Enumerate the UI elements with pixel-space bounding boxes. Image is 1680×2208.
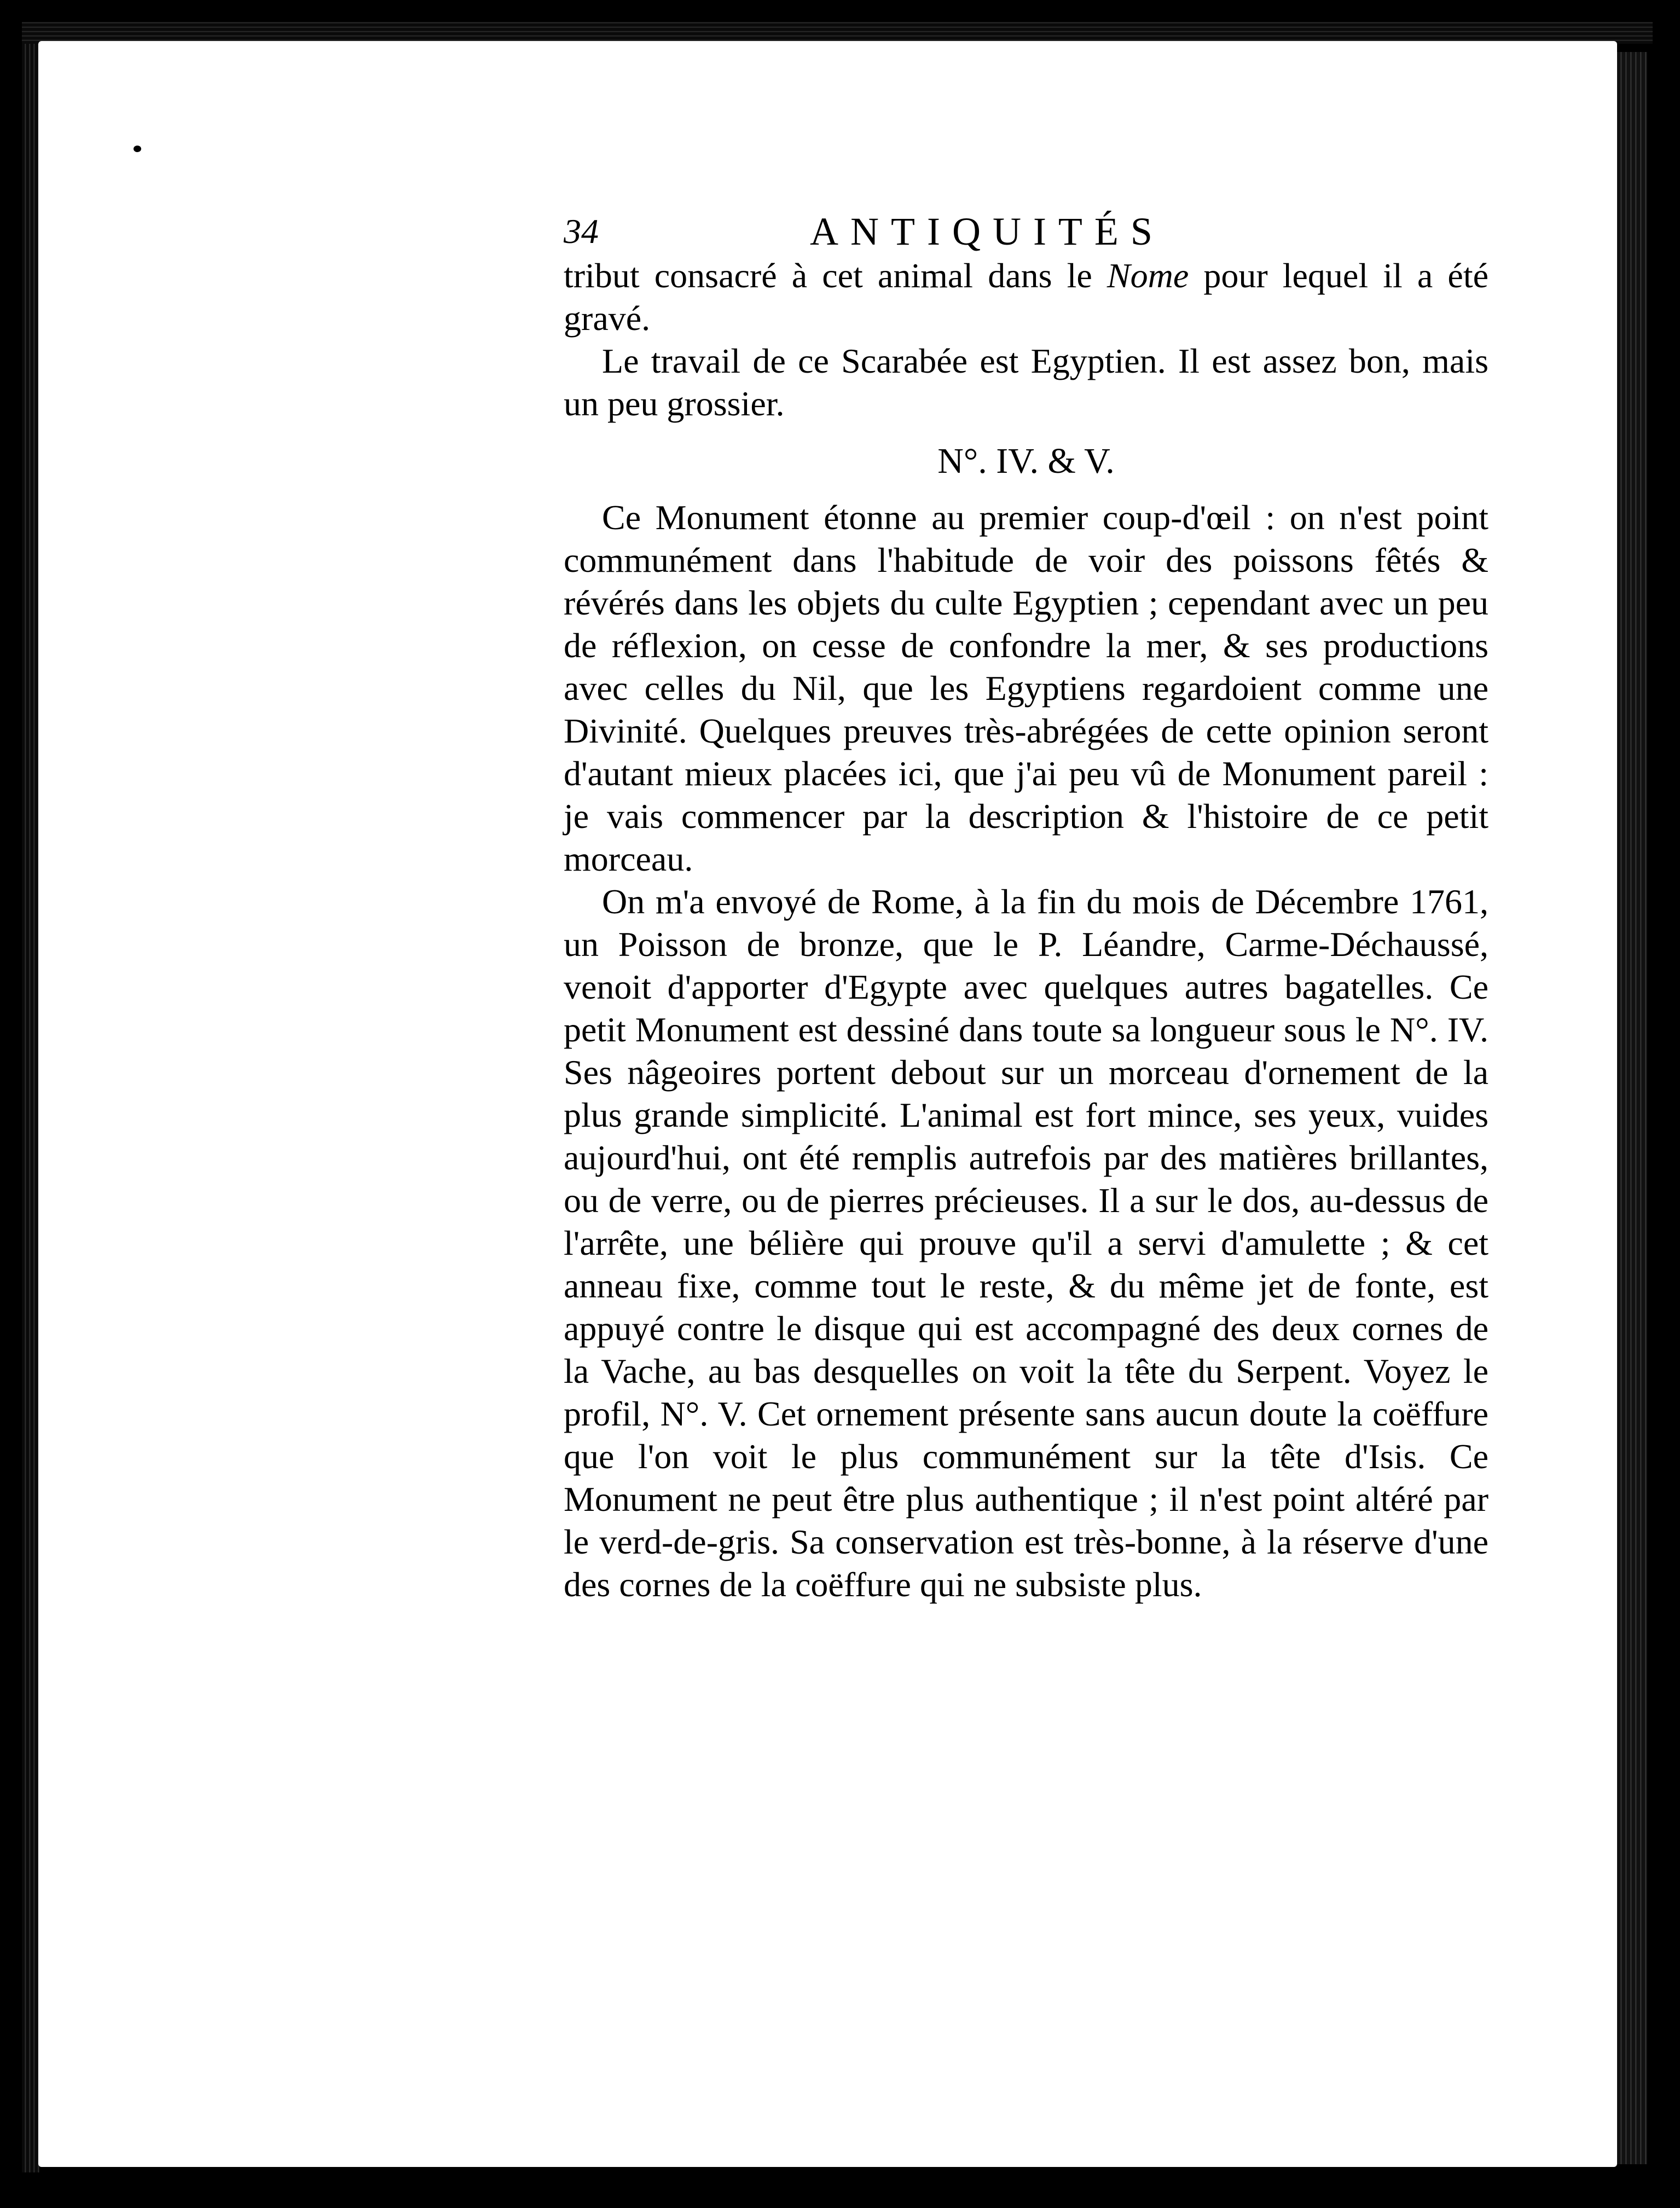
ink-spot — [134, 146, 141, 152]
page-header — [564, 207, 1494, 256]
body-text — [564, 254, 1488, 1606]
paragraph: Le travail de ce Scarabée est Egyptien. Il est assez bon, mais un peu grossier. — [564, 341, 1488, 423]
paragraph: On m'a envoyé de Rome, à la fin du mois de Décembre 1761, un Poisson de bronze, que le P. Léandre, Carme-Déchaussé, venoit d'apporter d'Egypte avec quelques autres bagatelles. Ce petit Monument est dessiné dans toute sa longueur sous le N°. IV. Ses nâgeoires portent debout sur un morceau d'ornement de la plus grande simplicité. L'animal est fort mince, ses yeux, vuides aujourd'hui, ont été remplis autrefois par des matières brillantes, ou de verre, ou de pierres précieuses. Il a sur le dos, au-dessus de l'arrête, une bélière qui prouve qu'il a servi d'amulette ; & cet anneau fixe, comme tout le reste, & du même jet de fonte, est appuyé contre le disque qui est accompagné des deux cornes de la Vache, au bas desquelles on voit la tête du Serpent. Voyez le profil, N°. V. Cet ornement présente sans aucun doute la coëffure que l'on voit le plus communément sur la tête d'Isis. Ce Monument ne peut être plus authentique ; il n'est point altéré par le verd-de-gris. Sa conservation est très-bonne, à la réserve d'une des cornes de la coëffure qui ne subsiste plus. — [564, 882, 1488, 1604]
page-edge-left — [22, 44, 39, 2172]
paragraph-continuation — [564, 254, 1488, 340]
paragraph-initial: Ce — [602, 498, 641, 537]
running-title: ANTIQUITÉS — [810, 210, 1165, 253]
paragraph-text: tribut consacré à cet animal dans le — [564, 256, 1107, 295]
section-heading: N°. IV. & V. — [937, 441, 1115, 481]
paragraph — [564, 496, 1488, 880]
paragraph-text: Monument étonne au premier coup-d'œil : on n'est point communément dans l'habitude de voir des poissons fêtés & révérés dans les objets du culte Egyptien ; cependant avec un peu de réflexion, on cesse de confondre la mer, & ses productions avec celles du Nil, que les Egyptiens regardoient comme une Divinité. Quelques preuves très-abrégées de cette opinion seront d'autant mieux placées ici, que j'ai peu vû de Monument pareil : je vais commencer par la description & l'histoire de ce petit morceau. — [564, 498, 1488, 878]
italic-term: Nome — [1107, 256, 1189, 295]
page-edge-top — [22, 22, 1653, 44]
paragraph-text: pour lequel il a été gravé. — [564, 256, 1489, 338]
page-edge-right — [1617, 52, 1647, 2164]
page-number: 34 — [564, 212, 599, 251]
